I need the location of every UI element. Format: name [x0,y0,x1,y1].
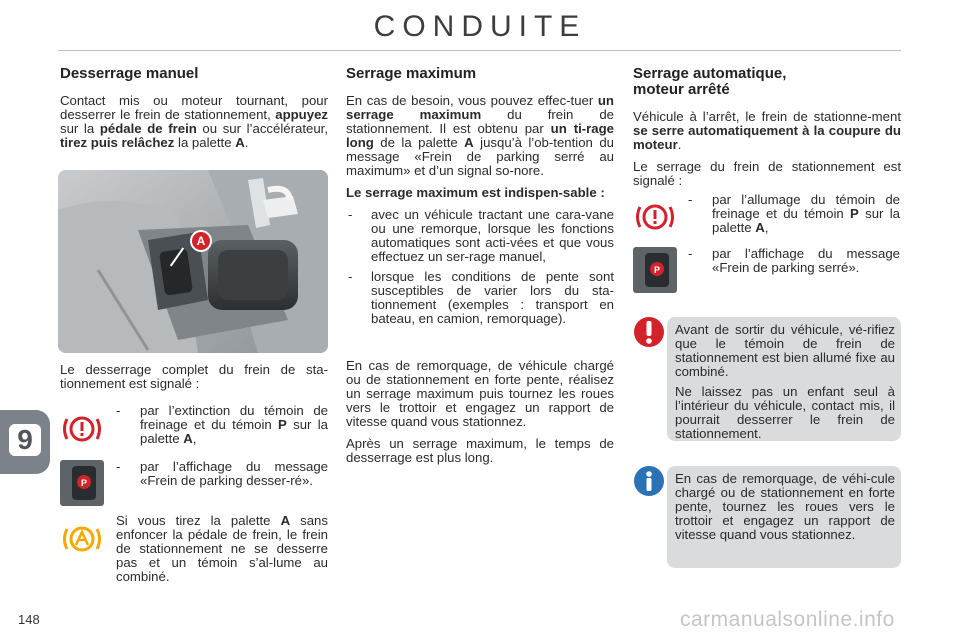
page-title: CONDUITE [373,10,587,43]
serrage-auto-signaled: Le serrage du frein de stationnement est signalé : [633,159,901,188]
console-illustration [58,170,328,353]
serrage-max-temps: Après un serrage maximum, le temps de desserrage est plus long. [346,436,614,465]
brake-warning-icon [633,200,677,239]
section-heading-desserrage: Desserrage manuel [60,65,199,82]
serrage-auto-intro: Véhicule à l’arrêt, le frein de stationne-ment se serre automatiquement à la coupure du moteur. [633,109,901,152]
column-serrage-maximum [346,66,614,336]
watermark: carmanualsonline.info [680,608,895,631]
column-serrage-automatique [633,66,901,196]
serrage-auto-signal-2: par l’affichage du message «Frein de parking serré». [712,246,900,275]
desserrage-signal-1: par l’extinction du témoin de freinage et du témoin P sur la palette A, [140,403,328,446]
parking-brake-photo [58,170,328,353]
column-desserrage-signals [60,363,328,399]
serrage-max-remorquage: En cas de remorquage, de véhicule chargé ou de stationnement en forte pente, réalisez un serrage maximum puis tournez les roues vers le trottoir et engagez un rapport de vitesse quand vous stationnez. [346,358,614,429]
serrage-max-list [346,208,614,326]
section-heading-serrage-auto: Serrage automatique, moteur arrêté [633,65,787,98]
desserrage-signaled: Le desserrage complet du frein de sta-tionnement est signalé : [60,362,328,391]
serrage-max-subheading: Le serrage maximum est indispen-sable : [346,185,605,200]
dash-marker: - [116,459,121,474]
page-number: 148 [18,612,40,627]
svg-text:P: P [80,478,88,488]
desserrage-signal-2: par l’affichage du message «Frein de parking desser-ré». [140,459,328,488]
header-divider [58,50,901,51]
warning-box [667,317,901,441]
serrage-auto-signal-1: par l’allumage du témoin de freinage et du témoin P sur la palette A, [712,192,900,235]
warning-text-2: Ne laissez pas un enfant seul à l’intérieur du véhicule, contact mis, il pourrait desserrer le frein de stationnement. [675,384,895,441]
dash-marker: - [116,403,121,418]
parking-switch-icon [633,247,677,298]
section-heading-serrage-max: Serrage maximum [346,65,477,82]
exclamation-warning-icon [634,316,664,353]
dash-marker: - [688,192,693,207]
info-text: En cas de remorquage, de véhi-cule chargé ou de stationnement en forte pente, tournez les roues vers le trottoir et engagez un rapport de vitesse quand vous stationnez. [675,471,895,542]
desserrage-note: Si vous tirez la palette A sans enfoncer la pédale de frein, le frein de stationnement ne se desserre pas et un témoin s’al-lume au combiné. [116,513,328,584]
list-item: - avec un véhicule tractant une cara-vane ou une remorque, lorsque les fonctions automatiques sont acti-vées et que vous effectuez un ser-rage manuel, [346,208,614,264]
serrage-max-intro: En cas de besoin, vous pouvez effec-tuer un serrage maximum du frein de stationnement. Il est obtenu par un ti-rage long de la palette A jusqu’à l’ob-tention du message «Frein de parking serré au maximum» et d’un signal so-nore. [346,93,615,178]
chapter-number: 9 [9,424,41,456]
photo-label-A: A [190,230,212,252]
column-serrage-maximum-2 [346,359,614,473]
desserrage-intro: Contact mis ou moteur tournant, pour desserrer le frein de stationnement, appuyez sur la pédale de frein ou sur l’accélérateur, tirez puis relâchez la palette A. [60,93,328,150]
info-box [667,466,901,568]
brake-warning-icon [60,412,104,451]
list-item: - lorsque les conditions de pente sont susceptibles de varier lors du sta-tionnement (exemples : transport en bateau, en camion, remorquage). [346,270,614,326]
parking-switch-icon [60,460,104,511]
column-desserrage [60,66,328,158]
amber-brake-fault-icon [60,522,104,561]
svg-text:P: P [653,265,661,275]
dash-marker: - [688,246,693,261]
info-icon [634,466,664,501]
warning-text-1: Avant de sortir du véhicule, vé-rifiez que le témoin de frein de stationnement est bien allumé fixe au combiné. [675,322,895,379]
